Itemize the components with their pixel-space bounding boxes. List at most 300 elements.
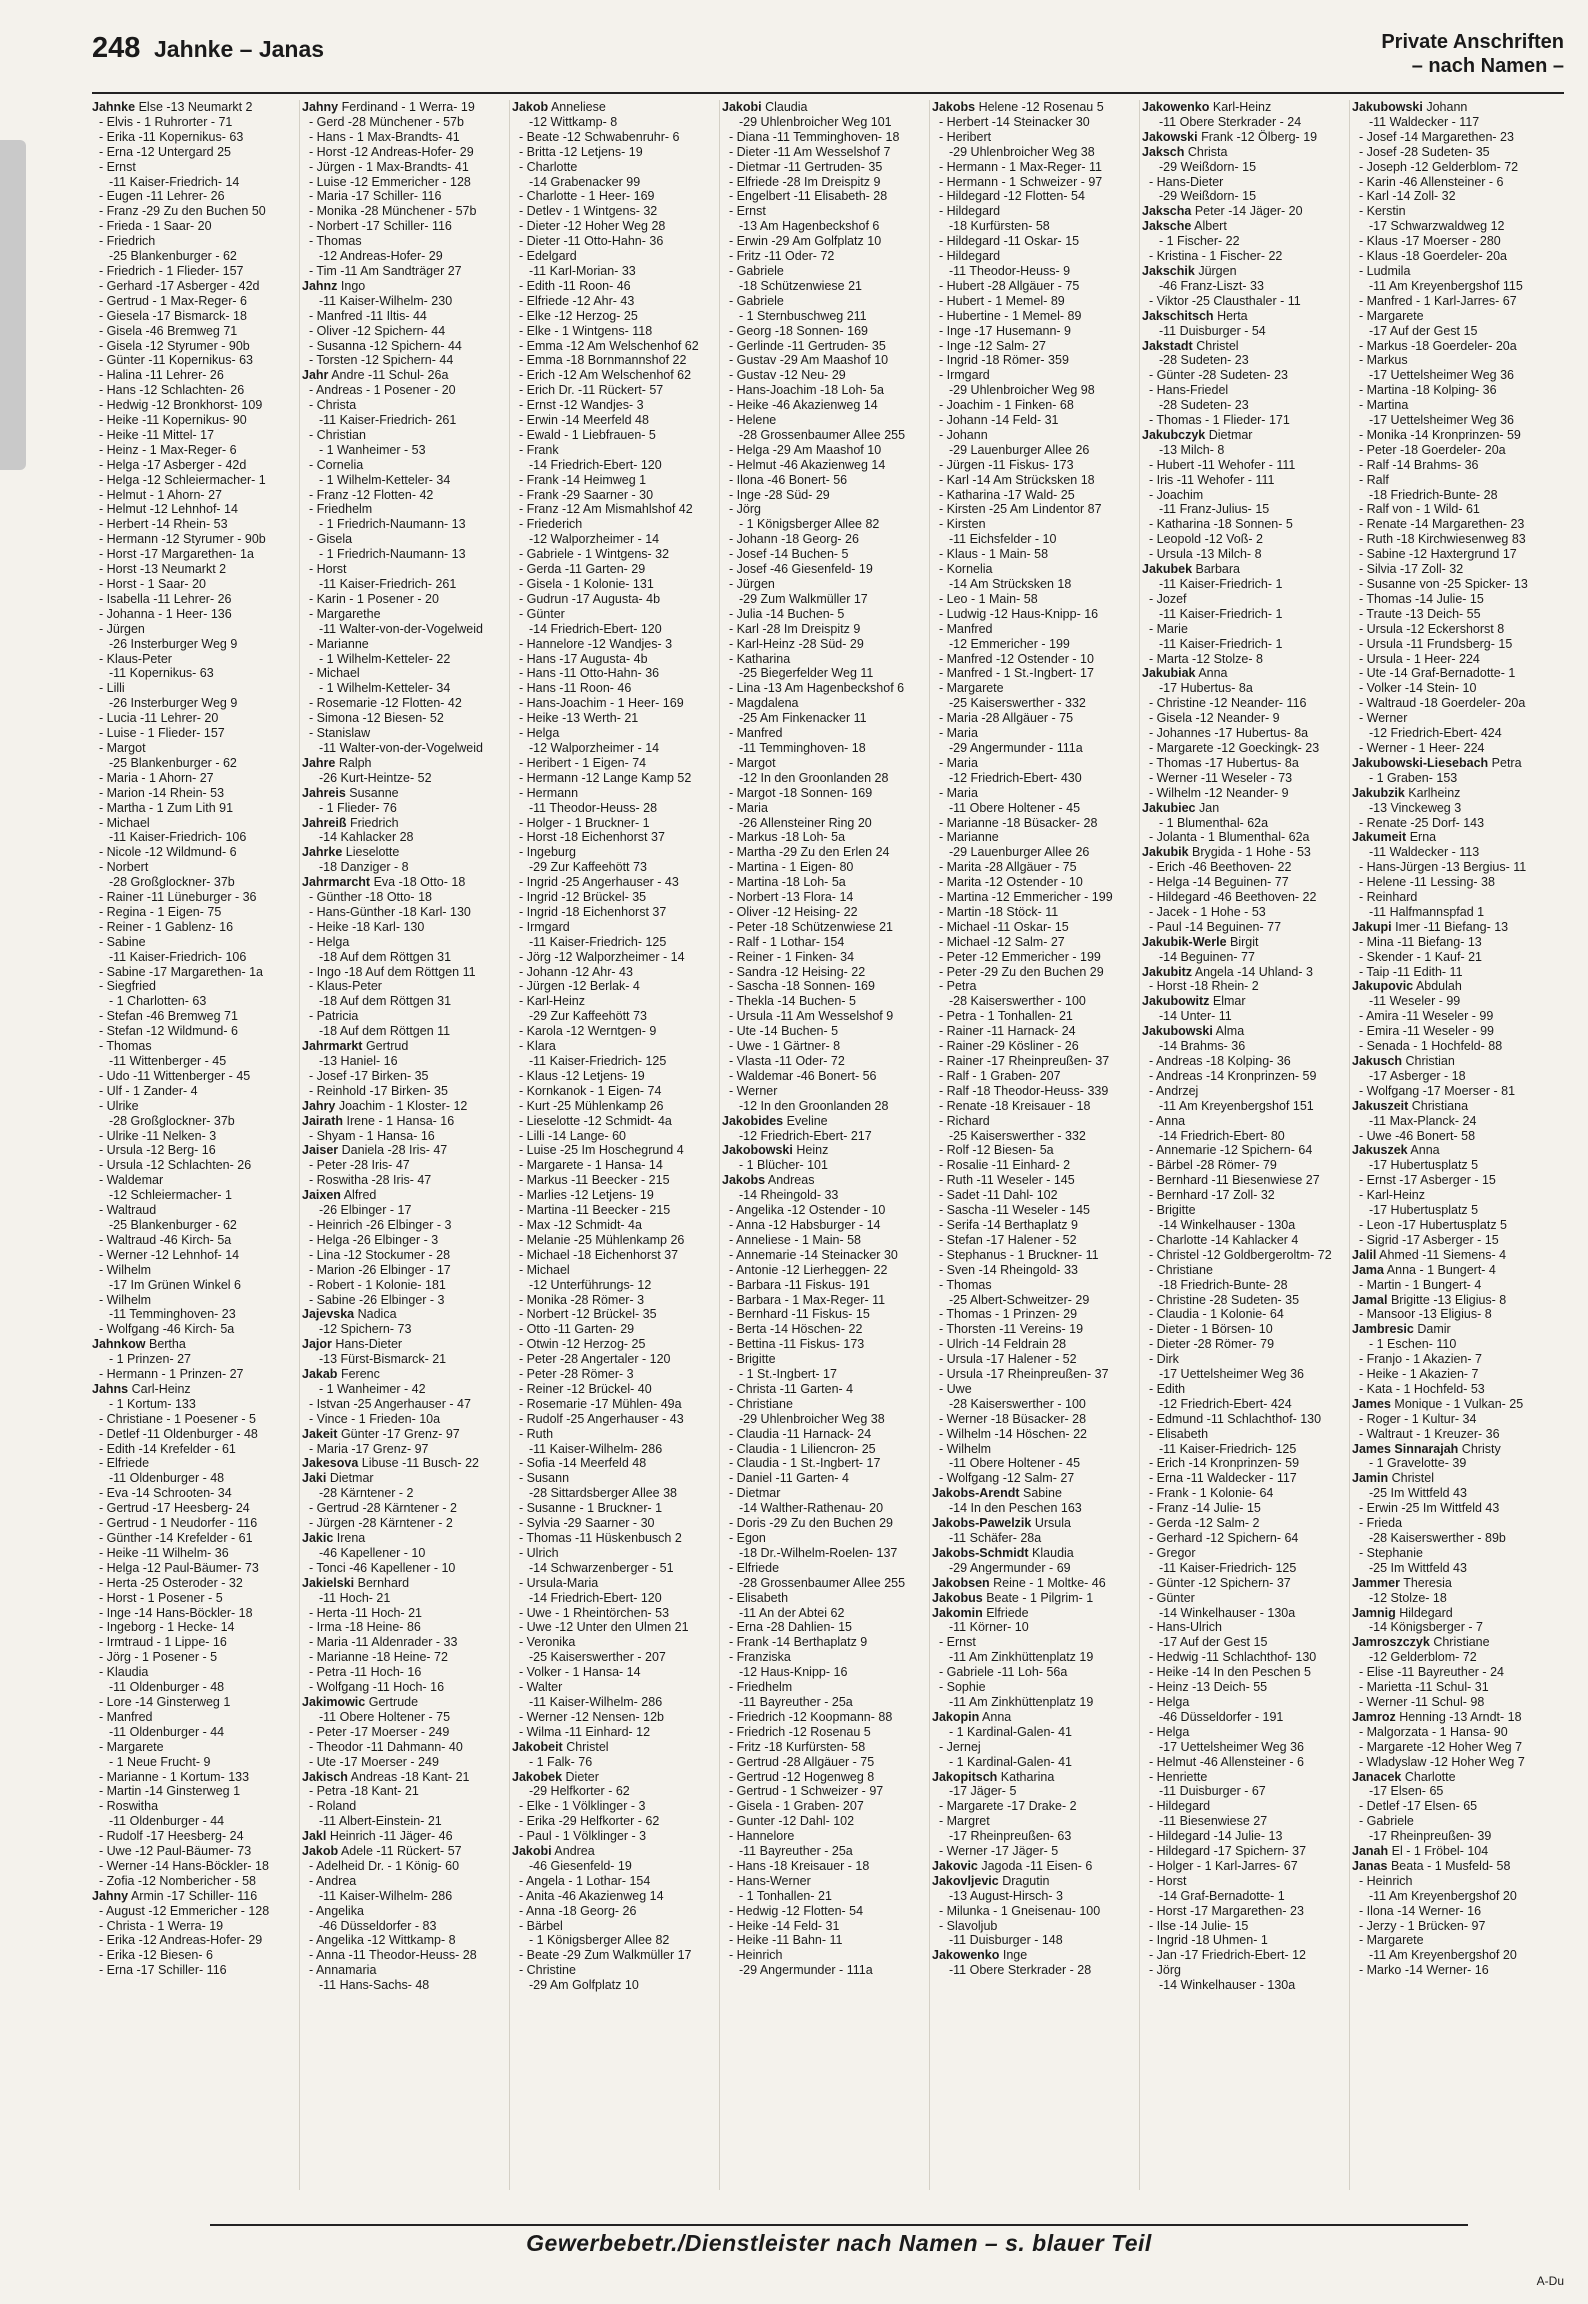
name-entry: - Christel -12 Goldbergeroltm- 72	[1149, 1247, 1332, 1262]
name-entry: - Gudrun -17 Augusta- 4b	[519, 591, 661, 606]
name-entry: - Karl-Heinz	[519, 994, 585, 1009]
address-line: - 1 Prinzen- 27	[109, 1352, 191, 1367]
surname-entry	[92, 100, 299, 115]
name-entry: - Hannelore	[729, 1829, 795, 1844]
address-line: -11 Walter-von-der-Vogelweid	[319, 740, 483, 755]
name-entry: - Erich -14 Kronprinzen- 59	[1149, 1456, 1300, 1471]
surname: Jakovic	[932, 1858, 978, 1873]
surname-entry	[932, 1546, 1139, 1561]
address-line: -18 Auf dem Röttgen 31	[319, 994, 452, 1009]
address-line: -29 Uhlenbroicher Weg 38	[739, 1411, 885, 1426]
name-entry: - Martin - 1 Bungert- 4	[1359, 1277, 1482, 1292]
surname: Jahny	[92, 1888, 129, 1903]
surname: Jahrmarkt	[302, 1039, 363, 1054]
surname-entry	[302, 845, 509, 860]
address-line: -28 Sittardsberger Allee 38	[529, 1486, 678, 1501]
name-entry: - Elfriede	[729, 1560, 780, 1575]
name-entry: - Annemarie -12 Spichern- 64	[1149, 1143, 1313, 1158]
name-entry: - Sandra -12 Heising- 22	[729, 964, 866, 979]
entry-detail: Anna	[1198, 666, 1228, 681]
name-entry: - Gerlinde -11 Gertruden- 35	[729, 338, 886, 353]
name-entry: - Jacek - 1 Hohe - 53	[1149, 904, 1266, 919]
surname: Jakobeit	[512, 1739, 563, 1754]
address-line: -14 Schwarzenberger - 51	[529, 1560, 674, 1575]
name-entry: - Barbara -11 Fiskus- 191	[729, 1277, 870, 1292]
name-entry: - Markus -18 Loh- 5a	[729, 830, 846, 845]
surname: Jamroz	[1352, 1709, 1396, 1724]
address-line: -13 Fürst-Bismarck- 21	[319, 1352, 447, 1367]
name-entry: - Norbert -13 Flora- 14	[729, 890, 854, 905]
name-entry: - Ernst -12 Wandjes- 3	[519, 398, 644, 413]
name-entry: - Thekla -14 Buchen- 5	[729, 994, 856, 1009]
surname-entry	[302, 816, 509, 831]
surname-entry	[302, 1307, 509, 1322]
surname-entry	[1352, 1859, 1559, 1874]
name-entry: - Sven -14 Rheingold- 33	[939, 1262, 1078, 1277]
entry-detail: Adele -11 Rückert- 57	[340, 1844, 462, 1859]
surname: Jahreis	[302, 785, 346, 800]
name-entry: - Heinrich	[729, 1948, 783, 1963]
name-entry: - Reinhold -17 Birken- 35	[309, 1083, 448, 1098]
address-line: -26 Insterburger Weg 9	[109, 696, 238, 711]
address-line: -26 Allensteiner Ring 20	[739, 815, 872, 830]
address-line: -11 Am Kreyenbergshof 20	[1369, 1888, 1517, 1903]
surname: Jamal	[1352, 1292, 1388, 1307]
address-line: -14 In den Peschen 163	[949, 1501, 1082, 1516]
name-entry: - Ludwig -12 Haus-Knipp- 16	[939, 606, 1099, 621]
address-line: -11 Obere Holtener - 75	[319, 1709, 451, 1724]
name-entry: - Malgorzata - 1 Hansa- 90	[1359, 1724, 1508, 1739]
directory-column	[92, 100, 299, 2190]
name-entry: - Markus -11 Beecker - 215	[519, 1173, 670, 1188]
name-entry: - Lucia -11 Lehrer- 20	[99, 711, 219, 726]
address-line: -11 Kaiser-Friedrich- 125	[529, 934, 667, 949]
entry-detail: Monique - 1 Vulkan- 25	[1394, 1396, 1524, 1411]
address-line: -14 Walther-Rathenau- 20	[739, 1501, 884, 1516]
name-entry: - Angelika	[309, 1903, 364, 1918]
surname: Jakobek	[512, 1769, 563, 1784]
name-entry: - Leopold -12 Voß- 2	[1149, 532, 1263, 547]
name-entry: - Annamaria	[309, 1963, 377, 1978]
name-entry: - Hermann - 1 Prinzen- 27	[99, 1367, 244, 1382]
surname: Jakupi	[1352, 919, 1392, 934]
name-entry: - Angelika -12 Ostender - 10	[729, 1203, 886, 1218]
surname: Jamnig	[1352, 1605, 1396, 1620]
name-entry: - Maria -11 Aldenrader - 33	[309, 1635, 458, 1650]
name-entry: - Henriette	[1149, 1769, 1208, 1784]
name-entry: - Johann	[939, 427, 988, 442]
name-entry: - Helga	[309, 934, 350, 949]
address-line: -17 Asberger - 18	[1369, 1068, 1466, 1083]
entry-detail: Armin -17 Schiller- 116	[130, 1888, 258, 1903]
name-entry: - Michael	[309, 666, 360, 681]
address-line: -11 Obere Holtener - 45	[949, 1456, 1081, 1471]
name-entry: - Uwe - 1 Gärtner- 8	[729, 1039, 841, 1054]
name-entry: - Elke - 1 Völklinger - 3	[519, 1799, 646, 1814]
name-entry: - Vlasta -11 Oder- 72	[729, 1054, 845, 1068]
name-entry: - Kornkanok - 1 Eigen- 74	[519, 1083, 662, 1098]
name-entry: - Uwe -12 Unter den Ulmen 21	[519, 1620, 689, 1635]
surname: Jakubik	[1142, 845, 1189, 860]
name-entry: - Edelgard	[519, 249, 577, 264]
name-entry: - Werner -12 Lehnhof- 14	[99, 1247, 240, 1262]
name-entry: - Dieter -28 Römer- 79	[1149, 1337, 1275, 1352]
surname: Jakobsen	[932, 1575, 990, 1590]
name-entry: - Ursula -12 Eckershorst 8	[1359, 621, 1505, 636]
name-entry: - Paul -14 Beguinen- 77	[1149, 919, 1282, 934]
surname-entry	[932, 100, 1139, 115]
name-entry: - Lina -13 Am Hagenbeckshof 6	[729, 681, 905, 696]
surname-entry	[932, 1710, 1139, 1725]
name-entry: - Gisela - 1 Graben- 207	[729, 1799, 864, 1814]
name-entry: - Ralf - 1 Lothar- 154	[729, 934, 845, 949]
name-entry: - Erich -46 Beethoven- 22	[1149, 860, 1292, 875]
name-entry: - Hans -11 Otto-Hahn- 36	[519, 666, 660, 681]
address-line: -29 Uhlenbroicher Weg 98	[949, 383, 1095, 398]
name-entry: - Jörg	[1149, 1963, 1181, 1978]
address-line: -29 Am Golfplatz 10	[529, 1978, 639, 1993]
name-entry: - Jürgen -12 Berlak- 4	[519, 979, 640, 994]
address-line: -11 Am Zinkhüttenplatz 19	[949, 1650, 1094, 1665]
page-name-range: Jahnke – Janas	[154, 36, 325, 62]
name-entry: - Sascha -11 Weseler - 145	[939, 1203, 1090, 1218]
name-entry: - Friedhelm	[309, 502, 373, 517]
address-line: -11 Walter-von-der-Vogelweid	[319, 621, 483, 636]
address-line: -11 Kaiser-Friedrich- 106	[109, 830, 247, 845]
name-entry: - Thorsten -11 Vereins- 19	[939, 1322, 1084, 1337]
surname-entry	[1142, 562, 1349, 577]
name-entry: - Ingrid -12 Brückel- 35	[519, 890, 647, 905]
name-entry: - Hubert -28 Allgäuer - 75	[939, 278, 1080, 293]
directory-column	[512, 100, 719, 2190]
address-line: -11 Albert-Einstein- 21	[319, 1814, 442, 1829]
name-entry: - Michael -11 Oskar- 15	[939, 919, 1069, 934]
name-entry: - Horst -17 Margarethen- 1a	[99, 547, 254, 562]
name-entry: - Maria	[939, 755, 978, 770]
name-entry: - Franjo - 1 Akazien- 7	[1359, 1352, 1482, 1367]
name-entry: - Franz -12 Flotten- 42	[309, 487, 434, 502]
entry-detail: Bernhard	[357, 1575, 410, 1590]
address-line: -11 Oldenburger - 44	[109, 1814, 225, 1829]
name-entry: - Martina - 1 Eigen- 80	[729, 860, 854, 875]
name-entry: - Isabella -11 Lehrer- 26	[99, 591, 232, 606]
entry-detail: Dieter	[565, 1769, 599, 1784]
name-entry: - Ingeborg - 1 Hecke- 14	[99, 1620, 235, 1635]
directory-column	[302, 100, 509, 2190]
entry-detail: Günter -17 Grenz- 97	[340, 1426, 460, 1441]
surname: Jakubowitz	[1142, 994, 1210, 1009]
entry-detail: Damir	[1417, 1322, 1451, 1337]
surname: Jahnz	[302, 278, 338, 293]
address-line: -11 Biesenwiese 27	[1159, 1814, 1268, 1829]
address-line: -11 Kaiser-Friedrich- 125	[529, 1054, 667, 1068]
address-line: -11 Schäfer- 28a	[949, 1531, 1042, 1545]
address-line: -17 Rheinpreußen- 63	[949, 1829, 1072, 1844]
name-entry: - Günther -18 Otto- 18	[309, 890, 432, 905]
entry-detail: Elfriede	[986, 1605, 1029, 1620]
name-entry: - Franz -12 Am Mismahlshof 42	[519, 502, 693, 517]
name-entry: - Horst -12 Andreas-Hofer- 29	[309, 144, 474, 159]
surname: Jakielski	[302, 1575, 355, 1590]
side-register-tab	[0, 140, 26, 470]
name-entry: - Frank	[519, 442, 559, 457]
surname: Jakob	[512, 100, 549, 114]
name-entry: - Marianne	[939, 830, 999, 845]
name-entry: - Heribert	[939, 129, 992, 144]
name-entry: - Katharina -17 Wald- 25	[939, 487, 1075, 502]
entry-detail: Jan	[1199, 800, 1220, 815]
address-line: -28 Großglockner- 37b	[109, 875, 235, 890]
name-entry: - Jörg -12 Walporzheimer - 14	[519, 949, 685, 964]
name-entry: - Udo -11 Wittenberger - 45	[99, 1068, 251, 1083]
name-entry: - Heike - 1 Akazien- 7	[1359, 1367, 1479, 1382]
address-line: -17 Uettelsheimer Weg 36	[1159, 1367, 1304, 1382]
address-line: -28 Kaiserswerther - 100	[949, 1396, 1086, 1411]
name-entry: - Horst	[309, 562, 347, 577]
name-entry: - Helene -11 Lessing- 38	[1359, 875, 1495, 890]
name-entry: - Gabriele - 1 Wintgens- 32	[519, 547, 670, 562]
name-entry: - Christine -12 Neander- 116	[1149, 696, 1307, 711]
surname-entry	[1352, 756, 1559, 771]
address-line: -17 Hubertusplatz 5	[1369, 1203, 1479, 1218]
name-entry: - Christa -11 Garten- 4	[729, 1381, 854, 1396]
name-entry: - Roger - 1 Kultur- 34	[1359, 1411, 1477, 1426]
address-line: -26 Kurt-Heintze- 52	[319, 770, 432, 785]
name-entry: - Wolfgang -11 Hoch- 16	[309, 1680, 445, 1695]
name-entry: - Günter	[519, 606, 565, 621]
name-entry: - Herta -25 Osteroder - 32	[99, 1575, 243, 1590]
address-line: -18 Danziger - 8	[319, 860, 409, 875]
name-entry: - Viktor -25 Clausthaler - 11	[1149, 293, 1301, 308]
address-line: -46 Giesenfeld- 19	[529, 1858, 632, 1873]
name-entry: - Frank -14 Berthaplatz 9	[729, 1635, 868, 1650]
name-entry: - Detlef -17 Elsen- 65	[1359, 1799, 1478, 1814]
address-line: -11 Kaiser-Friedrich- 261	[319, 413, 457, 428]
name-entry: - Peter -18 Schützenwiese 21	[729, 919, 893, 934]
address-line: -11 Kaiser-Friedrich- 106	[109, 949, 247, 964]
name-entry: - Horst	[1149, 1873, 1187, 1888]
surname: Jakumeit	[1352, 830, 1407, 845]
column-divider	[1349, 100, 1350, 2190]
surname-entry	[1142, 145, 1349, 160]
name-entry: - Manfred -11 Iltis- 44	[309, 308, 427, 323]
surname-entry	[92, 1382, 299, 1397]
address-line: -14 Friedrich-Ebert- 80	[1159, 1128, 1285, 1143]
address-line: - 1 Eschen- 110	[1369, 1337, 1457, 1352]
entry-detail: Reine - 1 Moltke- 46	[993, 1575, 1106, 1590]
address-line: -25 Kaiserswerther - 332	[949, 1128, 1086, 1143]
address-line: -18 Schützenwiese 21	[739, 278, 862, 293]
name-entry: - Peter -28 Römer- 3	[519, 1367, 634, 1382]
name-entry: - Otto -11 Garten- 29	[519, 1322, 635, 1337]
name-entry: - Gabriele -11 Loh- 56a	[939, 1665, 1068, 1680]
name-entry: - Friedrich - 1 Flieder- 157	[99, 263, 244, 278]
name-entry: - Günter -12 Spichern- 37	[1149, 1575, 1291, 1590]
address-line: -12 Wittkamp- 8	[529, 114, 618, 129]
directory-column	[932, 100, 1139, 2190]
surname-entry	[1352, 920, 1559, 935]
surname: Jakesova	[302, 1456, 359, 1471]
name-entry: - Melanie -25 Mühlenkamp 26	[519, 1232, 685, 1247]
name-entry: - Kata - 1 Hochfeld- 53	[1359, 1381, 1485, 1396]
surname: Jamin	[1352, 1471, 1389, 1486]
entry-detail: Christel	[1196, 338, 1239, 353]
name-entry: - Ursula -11 Am Wesselshof 9	[729, 1009, 894, 1024]
surname: Jahreiß	[302, 815, 347, 830]
name-entry: - Gerda -12 Salm- 2	[1149, 1516, 1260, 1531]
address-line: - 1 Kortum- 133	[109, 1396, 196, 1411]
name-entry: - Margarete -12 Hoher Weg 7	[1359, 1739, 1523, 1754]
name-entry: - Marlies -12 Letjens- 19	[519, 1188, 654, 1203]
name-entry: - Bernhard -11 Biesenwiese 27	[1149, 1173, 1320, 1188]
address-line: -46 Kapellener - 10	[319, 1545, 426, 1560]
name-entry: - Anneliese - 1 Main- 58	[729, 1232, 862, 1247]
address-line: -18 Friedrich-Bunte- 28	[1369, 487, 1498, 502]
name-entry: - Taip -11 Edith- 11	[1359, 964, 1463, 979]
name-entry: - Claudia - 1 St.-Ingbert- 17	[729, 1456, 881, 1471]
page-number: 248	[92, 32, 141, 64]
name-entry: - Thomas -17 Hubertus- 8a	[1149, 755, 1299, 770]
address-line: -29 Weißdorn- 15	[1159, 189, 1257, 204]
entry-detail: Henning -13 Arndt- 18	[1399, 1709, 1522, 1724]
surname: Jajor	[302, 1337, 332, 1352]
name-entry: - Ursula - 1 Heer- 224	[1359, 651, 1480, 666]
name-entry: - Wilhelm	[99, 1262, 152, 1277]
name-entry: - Hans -17 Augusta- 4b	[519, 651, 648, 666]
name-entry: - Erika -12 Biesen- 6	[99, 1948, 213, 1963]
name-entry: - Karola -12 Werntgen- 9	[519, 1024, 657, 1039]
name-entry: - Brigitte	[1149, 1203, 1196, 1218]
address-line: -14 Beguinen- 77	[1159, 949, 1255, 964]
entry-detail: Christian	[1405, 1054, 1455, 1068]
address-line: -11 Max-Planck- 24	[1369, 1113, 1477, 1128]
name-entry: - Magdalena	[729, 696, 799, 711]
surname-entry	[512, 1844, 719, 1859]
address-line: -11 Waldecker - 117	[1369, 114, 1480, 129]
name-entry: - Britta -12 Letjens- 19	[519, 144, 643, 159]
name-entry: - Hans-Jürgen -13 Bergius- 11	[1359, 860, 1527, 875]
name-entry: - Günter	[1149, 1590, 1195, 1605]
name-entry: - Anna -18 Georg- 26	[519, 1903, 637, 1918]
surname-entry	[1352, 1576, 1559, 1591]
name-entry: - Horst -18 Eichenhorst 37	[519, 830, 665, 845]
address-line: -12 In den Groonlanden 28	[739, 1098, 889, 1113]
name-entry: - Ursula -13 Milch- 8	[1149, 547, 1262, 562]
address-line: -28 Sudeten- 23	[1159, 353, 1249, 368]
name-entry: - Stefan -17 Halener - 52	[939, 1232, 1077, 1247]
entry-detail: Libuse -11 Busch- 22	[361, 1456, 479, 1471]
address-line: -14 Unter- 11	[1159, 1009, 1232, 1024]
address-line: -11 Temminghoven- 23	[109, 1307, 236, 1322]
address-line: -11 Obere Holtener - 45	[949, 800, 1081, 815]
address-line: -14 Grabenacker 99	[529, 174, 641, 189]
name-entry: - Ingrid -25 Angerhauser - 43	[519, 875, 679, 890]
surname-entry	[1352, 1770, 1559, 1785]
surname-entry	[1352, 1710, 1559, 1725]
name-entry: - Kirsten	[939, 517, 986, 532]
address-line: -11 Am Kreyenbergshof 20	[1369, 1948, 1517, 1963]
name-entry: - Mina -11 Biefang- 13	[1359, 934, 1482, 949]
address-line: - 1 Neue Frucht- 9	[109, 1754, 211, 1769]
name-entry: - Oliver -12 Spichern- 44	[309, 323, 446, 338]
name-entry: - Gisela -46 Bremweg 71	[99, 323, 238, 338]
address-line: -25 Kaiserswerther - 207	[529, 1650, 666, 1665]
name-entry: - Manfred -12 Ostender - 10	[939, 651, 1094, 666]
entry-detail: Hildegard	[1399, 1605, 1453, 1620]
name-entry: - Inge -12 Salm- 27	[939, 338, 1046, 353]
name-entry: - Helga -17 Asberger - 42d	[99, 457, 247, 472]
name-entry: - Maria -28 Allgäuer - 75	[939, 711, 1074, 726]
name-entry: - Rainer -29 Kösliner - 26	[939, 1039, 1079, 1054]
entry-detail: Anna - 1 Bungert- 4	[1386, 1262, 1496, 1277]
surname-entry	[1142, 1024, 1349, 1039]
surname-entry	[302, 1456, 509, 1471]
surname: Jakobides	[722, 1113, 784, 1128]
name-entry: - Martin -14 Ginsterweg 1	[99, 1784, 241, 1799]
address-line: -46 Düsseldorfer - 191	[1159, 1709, 1284, 1724]
name-entry: - Friedrich -12 Rosenau 5	[729, 1724, 871, 1739]
name-entry: - Stephanus - 1 Bruckner- 11	[939, 1247, 1099, 1262]
directory-columns	[92, 100, 1564, 2190]
name-entry: - Ursula -17 Halener - 52	[939, 1352, 1077, 1367]
surname-entry	[302, 1143, 509, 1158]
name-entry: - Ralf von - 1 Wild- 61	[1359, 502, 1480, 517]
address-line: -29 Zum Walkmüller 17	[739, 591, 868, 606]
name-entry: - Karl -14 Am Strücksken 18	[939, 472, 1095, 487]
name-entry: - Klaus-Peter	[309, 979, 382, 994]
name-entry: - Hildegard -11 Oskar- 15	[939, 234, 1080, 249]
entry-detail: Gertrude	[368, 1694, 419, 1709]
name-entry: - Marianne - 1 Kortum- 133	[99, 1769, 250, 1784]
name-entry: - Detlev - 1 Wintgens- 32	[519, 204, 658, 219]
address-line: -28 Kärntener - 2	[319, 1486, 414, 1501]
name-entry: - Charlotte	[519, 159, 578, 174]
name-entry: - Klaus -18 Goerdeler- 20a	[1359, 249, 1507, 264]
name-entry: - Jan -17 Friedrich-Ebert- 12	[1149, 1948, 1307, 1963]
name-entry: - Johanna - 1 Heer- 136	[99, 606, 232, 621]
name-entry: - Roswitha -28 Iris- 47	[309, 1173, 432, 1188]
surname-entry	[1352, 1471, 1559, 1486]
name-entry: - Luise -25 Im Hoschegrund 4	[519, 1143, 684, 1158]
name-entry: - Holger - 1 Karl-Jarres- 67	[1149, 1858, 1298, 1873]
column-divider	[509, 100, 510, 2190]
name-entry: - Margarete	[1359, 1933, 1424, 1948]
name-entry: - Sabine	[99, 934, 146, 949]
address-line: -29 Angermunder - 111a	[739, 1963, 873, 1978]
name-entry: - Thomas - 1 Flieder- 171	[1149, 413, 1290, 428]
surname: Jakusch	[1352, 1054, 1403, 1068]
name-entry: - Antonie -12 Lierheggen- 22	[729, 1262, 888, 1277]
address-line: -11 Waldecker - 113	[1369, 845, 1480, 860]
name-entry: - Jürgen	[729, 577, 775, 591]
name-entry: - Sigrid -17 Asberger - 15	[1359, 1232, 1499, 1247]
name-entry: - Kurt -25 Mühlenkamp 26	[519, 1098, 664, 1113]
surname-entry	[512, 1740, 719, 1755]
address-line: -11 Kopernikus- 63	[109, 666, 214, 681]
name-entry: - Claudia - 1 Kolonie- 64	[1149, 1307, 1284, 1322]
address-line: -28 Kaiserswerther - 100	[949, 994, 1086, 1009]
address-line: -12 Walporzheimer - 14	[529, 532, 660, 547]
address-line: -11 Am Kreyenbergshof 115	[1369, 278, 1523, 293]
surname-entry	[302, 875, 509, 890]
name-entry: - Jolanta - 1 Blumenthal- 62a	[1149, 830, 1310, 845]
address-line: -11 Duisburger - 67	[1159, 1784, 1266, 1799]
address-line: -29 Weißdorn- 15	[1159, 159, 1257, 174]
name-entry: - Egon	[729, 1531, 766, 1545]
name-entry: - Ute -14 Graf-Bernadotte- 1	[1359, 666, 1516, 681]
name-entry: - Norbert -12 Brückel- 35	[519, 1307, 657, 1322]
surname: Jakobs-Schmidt	[932, 1545, 1029, 1560]
